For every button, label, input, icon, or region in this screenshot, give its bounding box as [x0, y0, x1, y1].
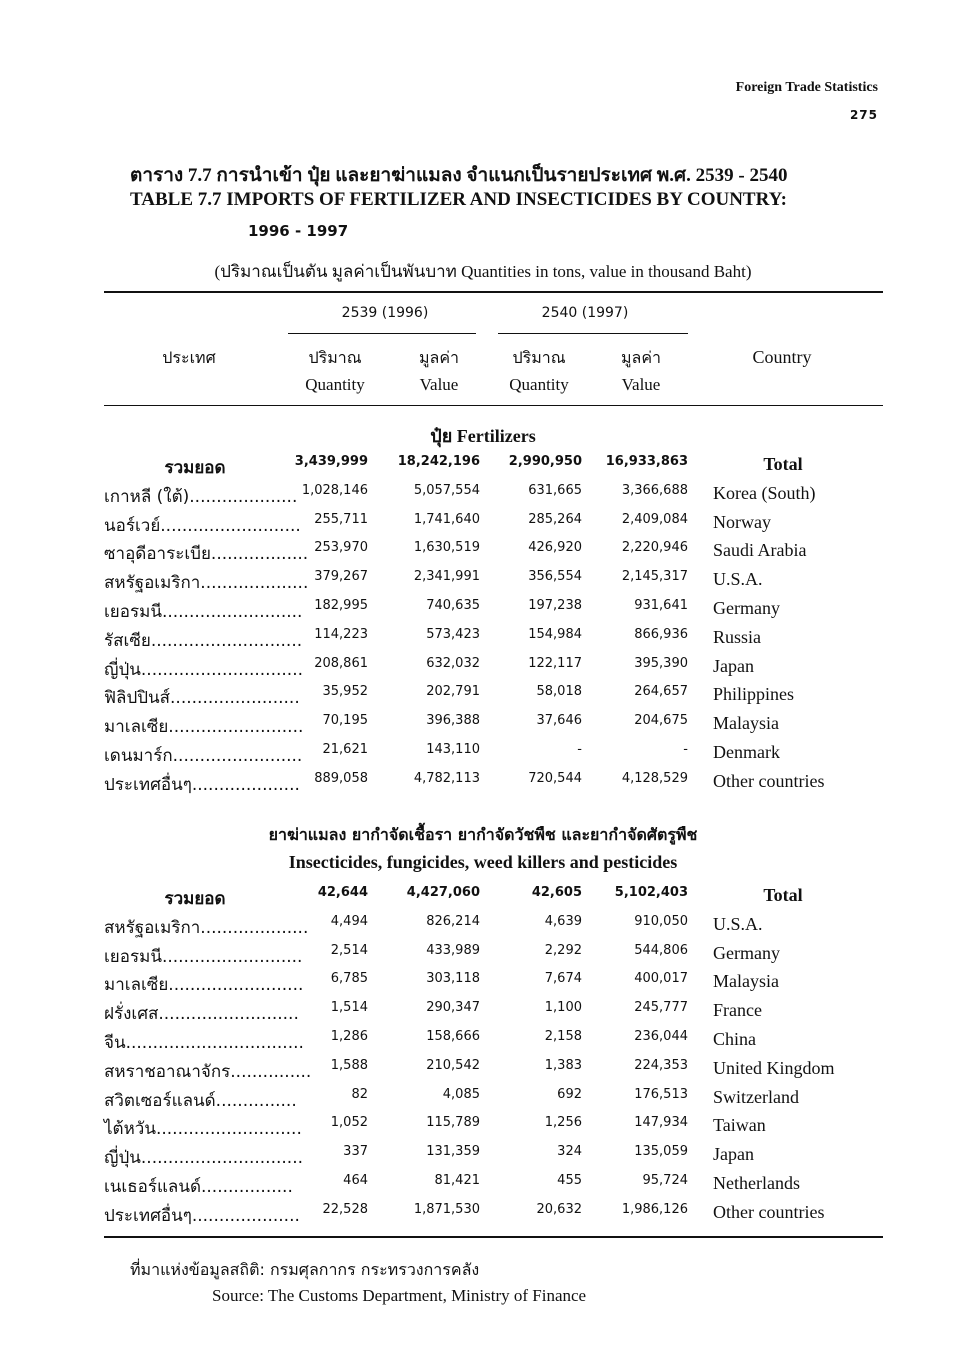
table-row — [0, 593, 966, 622]
country-english: Russia — [713, 626, 762, 647]
header-year-1997: 2540 (1997) — [541, 305, 629, 321]
value-1996: 5,057,554 — [413, 482, 480, 498]
country-english: Other countries — [713, 770, 825, 791]
country-thai: เกาหลี (ใต้).................... — [104, 486, 298, 507]
value-1997: 2,409,084 — [621, 511, 688, 527]
table-row — [0, 995, 966, 1024]
country-english: Saudi Arabia — [713, 540, 807, 561]
table-bottom-rule — [104, 1236, 883, 1238]
country-english: Japan — [713, 655, 754, 676]
quantity-1996: 4,494 — [330, 913, 368, 929]
value-1996: 202,791 — [426, 684, 480, 700]
quantity-1996: 379,267 — [314, 569, 368, 585]
header-country-english: Country — [752, 347, 812, 367]
table-row — [0, 1168, 966, 1197]
table-row — [0, 507, 966, 536]
value-1996: 143,110 — [426, 742, 480, 757]
value-1997: 2,145,317 — [621, 569, 688, 585]
quantity-1996: 208,861 — [314, 655, 368, 671]
country-thai: จีน................................. — [104, 1033, 304, 1053]
country-english: U.S.A. — [713, 913, 763, 934]
value-1996: 131,359 — [426, 1144, 480, 1160]
country-english: Germany — [713, 942, 780, 963]
value-1996: 18,242,196 — [397, 454, 480, 469]
table-title-thai: ตาราง 7.7 การนำเข้า ปุ๋ย และยาฆ่าแมลง จำแนกเป็นรายประเทศ พ.ศ. 2539 - 2540 — [130, 165, 788, 186]
value-1997: 395,390 — [634, 655, 688, 671]
section-title-insecticides: Insecticides, fungicides, weed killers and pesticides — [288, 852, 678, 872]
value-1996: 433,989 — [426, 942, 480, 958]
country-thai: ฟิลิปปินส์........................ — [104, 688, 300, 709]
value-1996: 4,782,113 — [413, 770, 480, 786]
quantity-1996: 253,970 — [314, 540, 368, 556]
quantity-1996: 1,588 — [330, 1057, 368, 1073]
country-thai: ญี่ปุ่น.............................. — [104, 1148, 304, 1169]
quantity-1996: 889,058 — [314, 770, 368, 786]
value-1997: 135,059 — [634, 1144, 688, 1160]
country-english: Total — [763, 885, 803, 905]
value-1997: 224,353 — [634, 1057, 688, 1073]
table-row — [0, 708, 966, 737]
country-english: Malaysia — [713, 713, 779, 734]
country-thai: นอร์เวย์.......................... — [104, 515, 301, 536]
quantity-1997: 2,158 — [544, 1029, 582, 1044]
country-thai: เดนมาร์ก........................ — [104, 746, 303, 766]
table-row — [0, 622, 966, 651]
quantity-1996: 114,223 — [314, 626, 368, 642]
table-row — [0, 478, 966, 507]
quantity-1997: 356,554 — [528, 569, 582, 585]
country-thai: ประเทศอื่นๆ.................... — [104, 774, 300, 795]
quantity-1997: 720,544 — [528, 770, 582, 786]
value-1997: 147,934 — [634, 1115, 688, 1131]
value-1997: 5,102,403 — [614, 885, 688, 900]
total-row — [0, 449, 966, 478]
country-english: France — [713, 1000, 762, 1021]
quantity-1996: 1,286 — [330, 1029, 368, 1044]
section-title-fertilizers: ปุ๋ย Fertilizers — [430, 426, 536, 446]
running-title: Foreign Trade Statistics — [735, 80, 878, 95]
value-1996: 1,630,519 — [413, 540, 480, 556]
country-thai: เนเธอร์แลนด์................. — [104, 1177, 293, 1197]
quantity-1997: 42,605 — [531, 885, 582, 900]
value-1997: 2,220,946 — [621, 540, 688, 556]
quantity-1997: 1,383 — [544, 1057, 582, 1073]
quantity-1997: 37,646 — [536, 713, 582, 729]
header-year-1996-rule — [288, 333, 476, 334]
value-1997: 176,513 — [634, 1086, 688, 1102]
country-thai: ประเทศอื่นๆ.................... — [104, 1205, 300, 1226]
quantity-1997: 692 — [557, 1086, 582, 1102]
value-1997: 1,986,126 — [621, 1201, 688, 1217]
country-thai: รัสเซีย............................ — [104, 630, 303, 651]
quantity-1996: 70,195 — [322, 713, 368, 729]
quantity-1997: 324 — [557, 1144, 582, 1160]
table-row — [0, 679, 966, 708]
value-1997: 544,806 — [634, 942, 688, 958]
value-1997: 3,366,688 — [621, 482, 688, 498]
country-english: Switzerland — [713, 1086, 799, 1107]
page-number: 275 — [849, 108, 878, 122]
country-thai: รวมยอด — [164, 889, 226, 909]
header-quantity-1997-thai: ปริมาณ — [512, 348, 566, 367]
quantity-1997: - — [577, 742, 582, 757]
header-quantity-1996-thai: ปริมาณ — [308, 348, 362, 367]
table-title-years: 1996 - 1997 — [248, 222, 349, 240]
table-row — [0, 1024, 966, 1053]
value-1996: 632,032 — [426, 655, 480, 671]
country-english: Total — [763, 454, 803, 474]
quantity-1997: 4,639 — [544, 913, 582, 929]
header-quantity-1997: Quantity — [509, 375, 569, 394]
table-row — [0, 938, 966, 967]
table-title-english: TABLE 7.7 IMPORTS OF FERTILIZER AND INSECTICIDES BY COUNTRY: — [130, 189, 787, 210]
country-english: Netherlands — [713, 1173, 800, 1193]
country-thai: สหรัฐอเมริกา.................... — [104, 573, 309, 594]
country-english: Other countries — [713, 1201, 825, 1222]
units-note: (ปริมาณเป็นตัน มูลค่าเป็นพันบาท Quantities in tons, value in thousand Baht) — [214, 262, 752, 281]
table-row — [0, 564, 966, 593]
source-thai: ที่มาแห่งข้อมูลสถิติ: กรมศุลกากร กระทรวงการคลัง — [130, 1260, 480, 1279]
quantity-1997: 285,264 — [528, 511, 582, 527]
header-year-1996: 2539 (1996) — [341, 305, 429, 321]
value-1996: 826,214 — [426, 913, 480, 929]
table-row — [0, 1110, 966, 1139]
value-1996: 740,635 — [426, 598, 480, 613]
value-1996: 1,741,640 — [413, 511, 480, 527]
quantity-1996: 2,514 — [330, 942, 368, 958]
quantity-1996: 21,621 — [322, 742, 368, 757]
value-1996: 290,347 — [426, 1000, 480, 1016]
country-thai: สหราชอาณาจักร............... — [104, 1061, 312, 1082]
value-1996: 210,542 — [426, 1057, 480, 1073]
total-row — [0, 880, 966, 909]
country-english: Denmark — [713, 742, 780, 762]
table-row — [0, 651, 966, 680]
quantity-1996: 22,528 — [322, 1201, 368, 1217]
header-value-1996: Value — [419, 375, 459, 394]
table-row — [0, 737, 966, 766]
quantity-1996: 464 — [343, 1173, 368, 1188]
quantity-1996: 6,785 — [330, 971, 368, 987]
header-quantity-1996: Quantity — [305, 375, 365, 394]
value-1997: - — [683, 742, 688, 757]
quantity-1997: 7,674 — [544, 971, 582, 987]
header-bottom-rule — [104, 405, 883, 406]
country-thai: ฝรั่งเศส.......................... — [104, 1004, 299, 1025]
value-1996: 158,666 — [426, 1029, 480, 1044]
value-1997: 245,777 — [634, 1000, 688, 1016]
value-1996: 81,421 — [434, 1173, 480, 1188]
country-english: China — [713, 1029, 756, 1049]
table-row — [0, 1197, 966, 1226]
country-english: Malaysia — [713, 971, 779, 992]
value-1997: 931,641 — [634, 598, 688, 613]
country-english: Germany — [713, 598, 780, 618]
country-thai: สวิตเซอร์แลนด์............... — [104, 1090, 297, 1111]
header-year-1997-rule — [498, 333, 688, 334]
table-row — [0, 1139, 966, 1168]
table-row — [0, 1053, 966, 1082]
value-1996: 4,427,060 — [406, 885, 480, 900]
header-value-1997-thai: มูลค่า — [620, 348, 662, 367]
country-thai: เยอรมนี.......................... — [104, 602, 303, 622]
header-value-1996-thai: มูลค่า — [418, 348, 460, 367]
value-1997: 910,050 — [634, 913, 688, 929]
country-thai: เยอรมนี.......................... — [104, 946, 303, 967]
table-row — [0, 909, 966, 938]
country-thai: ซาอุดีอาระเบีย.................. — [104, 544, 309, 565]
country-thai: มาเลเซีย......................... — [104, 717, 304, 738]
table-row — [0, 1082, 966, 1111]
country-english: Japan — [713, 1144, 754, 1165]
quantity-1996: 35,952 — [322, 684, 368, 700]
country-english: United Kingdom — [713, 1057, 835, 1078]
country-english: Korea (South) — [713, 482, 816, 503]
quantity-1997: 2,990,950 — [508, 454, 582, 469]
value-1996: 1,871,530 — [413, 1201, 480, 1217]
value-1997: 16,933,863 — [605, 454, 688, 469]
table-row — [0, 535, 966, 564]
country-thai: รวมยอด — [164, 458, 226, 478]
country-thai: ไต้หวัน........................... — [104, 1119, 302, 1140]
value-1996: 573,423 — [426, 626, 480, 642]
header-country-thai: ประเทศ — [162, 348, 216, 367]
value-1996: 2,341,991 — [413, 569, 480, 585]
quantity-1996: 42,644 — [317, 885, 368, 900]
quantity-1996: 1,028,146 — [301, 482, 368, 498]
value-1996: 303,118 — [426, 971, 480, 987]
value-1997: 400,017 — [634, 971, 688, 987]
quantity-1997: 631,665 — [528, 482, 582, 498]
value-1996: 4,085 — [442, 1086, 480, 1102]
section-title-insecticides-thai: ยาฆ่าแมลง ยากำจัดเชื้อรา ยากำจัดวัชพืช และยากำจัดศัตรูพืช — [268, 825, 698, 844]
country-english: Philippines — [713, 684, 795, 705]
quantity-1996: 1,514 — [330, 1000, 368, 1016]
country-thai: มาเลเซีย......................... — [104, 975, 304, 996]
source-english: Source: The Customs Department, Ministry of Finance — [212, 1286, 587, 1305]
value-1997: 95,724 — [642, 1173, 688, 1188]
value-1996: 115,789 — [426, 1115, 480, 1131]
quantity-1997: 2,292 — [544, 942, 582, 958]
value-1996: 396,388 — [426, 713, 480, 729]
quantity-1997: 455 — [557, 1173, 582, 1188]
quantity-1996: 3,439,999 — [294, 454, 368, 469]
header-value-1997: Value — [621, 375, 661, 394]
quantity-1996: 1,052 — [330, 1115, 368, 1131]
value-1997: 4,128,529 — [621, 770, 688, 786]
quantity-1997: 1,100 — [544, 1000, 582, 1016]
quantity-1997: 197,238 — [528, 598, 582, 613]
quantity-1996: 255,711 — [314, 511, 368, 527]
quantity-1997: 20,632 — [536, 1201, 582, 1217]
quantity-1997: 426,920 — [528, 540, 582, 556]
value-1997: 264,657 — [634, 684, 688, 700]
table-row — [0, 966, 966, 995]
country-english: U.S.A. — [713, 569, 763, 590]
quantity-1997: 1,256 — [544, 1115, 582, 1131]
quantity-1996: 82 — [351, 1086, 368, 1102]
quantity-1996: 182,995 — [314, 598, 368, 613]
country-english: Norway — [713, 511, 771, 532]
value-1997: 204,675 — [634, 713, 688, 729]
quantity-1996: 337 — [343, 1144, 368, 1160]
country-thai: สหรัฐอเมริกา.................... — [104, 917, 309, 938]
quantity-1997: 122,117 — [528, 655, 582, 671]
value-1997: 236,044 — [634, 1029, 688, 1044]
quantity-1997: 154,984 — [528, 626, 582, 642]
quantity-1997: 58,018 — [536, 684, 582, 700]
value-1997: 866,936 — [634, 626, 688, 642]
country-english: Taiwan — [713, 1115, 766, 1136]
table-row — [0, 766, 966, 795]
country-thai: ญี่ปุ่น.............................. — [104, 659, 304, 680]
table-top-rule — [104, 291, 883, 293]
